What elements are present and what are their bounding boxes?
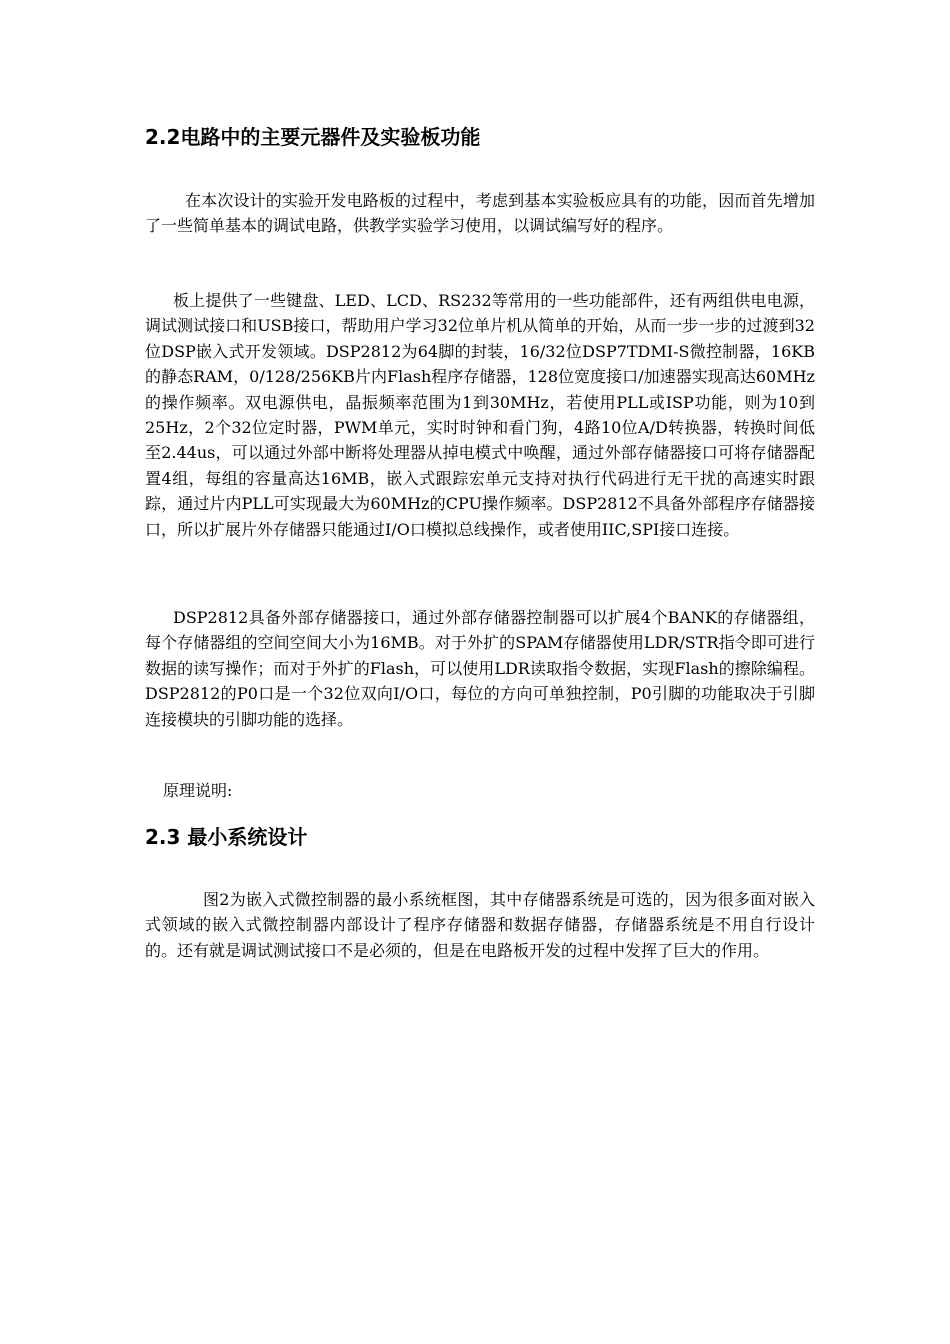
section-heading-2-2: 2.2电路中的主要元器件及实验板功能 bbox=[145, 125, 481, 149]
section-heading-2-3: 2.3 最小系统设计 bbox=[145, 825, 308, 849]
paragraph-design-intro: 在本次设计的实验开发电路板的过程中，考虑到基本实验板应具有的功能，因而首先增加了一些简单基本的调试电路，供教学实验学习使用，以调试编写好的程序。 bbox=[145, 191, 815, 236]
principle-note: 原理说明: bbox=[163, 781, 233, 800]
paragraph-memory-interface: DSP2812具备外部存储器接口，通过外部存储器控制器可以扩展4个BANK的存储器组，每个存储器组的空间空间大小为16MB。对于外扩的SPAM存储器使用LDR/STR指令即可进行数据的读写操作；而对于外扩的Flash，可以使用LDR读取指令数据，实现Flash的擦除编程。DSP2812的P0口是一个32位双向I/O口，每位的方向可单独控制，P0引脚的功能取决于引脚连接模块的引脚功能的选择。 bbox=[145, 608, 815, 729]
paragraph-board-features: 板上提供了一些键盘、LED、LCD、RS232等常用的一些功能部件，还有两组供电电源，调试测试接口和USB接口，帮助用户学习32位单片机从简单的开始，从而一步一步的过渡到32位DSP嵌入式开发领域。DSP2812为64脚的封装，16/32位DSP7TDMI-S微控制器，16KB的静态RAM，0/128/256KB片内Flash程序存储器，128位宽度接口/加速器实现高达60MHz的操作频率。双电源供电，晶振频率范围为1到30MHz，若使用PLL或ISP功能，则为10到25Hz，2个32位定时器，PWM单元，实时时钟和看门狗，4路10位A/D转换器，转换时间低至2.44us，可以通过外部中断将处理器从掉电模式中唤醒，通过外部存储器接口可将存储器配置4组，每组的容量高达16MB，嵌入式跟踪宏单元支持对执行代码进行无干扰的高速实时跟踪，通过片内PLL可实现最大为60MHz的CPU操作频率。DSP2812不具备外部程序存储器接口，所以扩展片外存储器只能通过I/O口模拟总线操作，或者使用IIC,SPI接口连接。 bbox=[145, 291, 815, 539]
paragraph-minimal-system: 图2为嵌入式微控制器的最小系统框图，其中存储器系统是可选的，因为很多面对嵌入式领域的嵌入式微控制器内部设计了程序存储器和数据存储器，存储器系统是不用自行设计的。还有就是调试测试接口不是必须的，但是在电路板开发的过程中发挥了巨大的作用。 bbox=[145, 890, 815, 960]
